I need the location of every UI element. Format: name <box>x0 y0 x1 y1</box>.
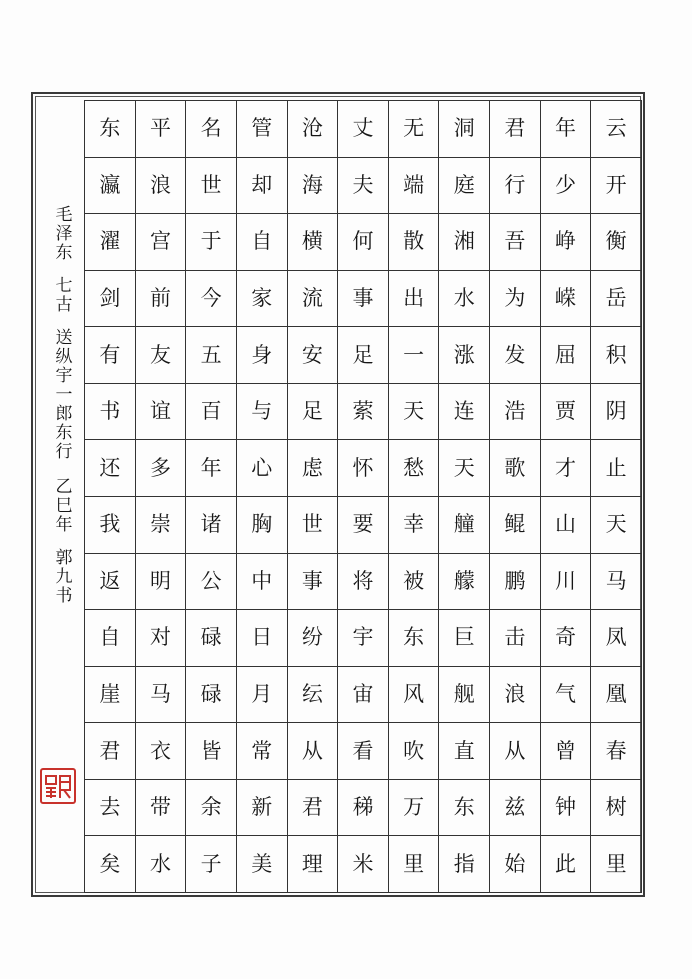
grid-cell: 散 <box>389 214 440 271</box>
grid-cell: 庭 <box>439 158 490 215</box>
grid-cell: 凰 <box>591 667 642 724</box>
grid-cell: 矣 <box>85 836 136 893</box>
grid-cell: 从 <box>490 723 541 780</box>
grid-cell: 艟 <box>439 497 490 554</box>
grid-cell: 愁 <box>389 440 440 497</box>
grid-cell: 夫 <box>338 158 389 215</box>
grid-cell: 树 <box>591 780 642 837</box>
grid-cell: 岳 <box>591 271 642 328</box>
grid-cell: 米 <box>338 836 389 893</box>
grid-cell: 年 <box>186 440 237 497</box>
grid-cell: 里 <box>389 836 440 893</box>
manuscript-grid <box>84 100 642 893</box>
grid-cell: 余 <box>186 780 237 837</box>
grid-cell: 与 <box>237 384 288 441</box>
grid-cell: 气 <box>541 667 592 724</box>
grid-cell: 浪 <box>490 667 541 724</box>
grid-cell: 东 <box>389 610 440 667</box>
grid-cell: 直 <box>439 723 490 780</box>
grid-cell: 东 <box>439 780 490 837</box>
grid-cell: 山 <box>541 497 592 554</box>
grid-cell: 子 <box>186 836 237 893</box>
grid-cell: 衣 <box>136 723 187 780</box>
grid-cell: 风 <box>389 667 440 724</box>
grid-cell: 浪 <box>136 158 187 215</box>
grid-cell: 嵘 <box>541 271 592 328</box>
grid-cell: 浩 <box>490 384 541 441</box>
grid-cell: 世 <box>186 158 237 215</box>
grid-cell: 将 <box>338 554 389 611</box>
grid-cell: 事 <box>288 554 339 611</box>
grid-cell: 崖 <box>85 667 136 724</box>
grid-cell: 舰 <box>439 667 490 724</box>
inscription-subtitle: 送纵宇一郎东行 <box>51 328 72 461</box>
inscription-date: 乙巳年 <box>51 477 72 534</box>
grid-cell: 身 <box>237 327 288 384</box>
grid-cell: 心 <box>237 440 288 497</box>
inscription-column <box>42 205 80 765</box>
grid-cell: 足 <box>288 384 339 441</box>
grid-cell: 曾 <box>541 723 592 780</box>
grid-cell: 涨 <box>439 327 490 384</box>
grid-cell: 公 <box>186 554 237 611</box>
grid-cell: 贾 <box>541 384 592 441</box>
grid-cell: 天 <box>591 497 642 554</box>
grid-cell: 峥 <box>541 214 592 271</box>
grid-cell: 何 <box>338 214 389 271</box>
grid-cell: 我 <box>85 497 136 554</box>
grid-cell: 才 <box>541 440 592 497</box>
grid-cell: 名 <box>186 101 237 158</box>
grid-cell: 美 <box>237 836 288 893</box>
grid-cell: 沧 <box>288 101 339 158</box>
grid-cell: 连 <box>439 384 490 441</box>
grid-cell: 洞 <box>439 101 490 158</box>
grid-cell: 流 <box>288 271 339 328</box>
grid-cell: 马 <box>136 667 187 724</box>
grid-cell: 瀛 <box>85 158 136 215</box>
grid-cell: 世 <box>288 497 339 554</box>
grid-cell: 被 <box>389 554 440 611</box>
grid-cell: 万 <box>389 780 440 837</box>
grid-cell: 萦 <box>338 384 389 441</box>
grid-cell: 诸 <box>186 497 237 554</box>
grid-cell: 月 <box>237 667 288 724</box>
grid-cell: 为 <box>490 271 541 328</box>
grid-cell: 凤 <box>591 610 642 667</box>
grid-cell: 歌 <box>490 440 541 497</box>
grid-cell: 有 <box>85 327 136 384</box>
grid-cell: 水 <box>439 271 490 328</box>
grid-cell: 端 <box>389 158 440 215</box>
grid-cell: 理 <box>288 836 339 893</box>
grid-cell: 积 <box>591 327 642 384</box>
grid-cell: 剑 <box>85 271 136 328</box>
grid-cell: 百 <box>186 384 237 441</box>
grid-cell: 君 <box>85 723 136 780</box>
grid-cell: 新 <box>237 780 288 837</box>
grid-cell: 里 <box>591 836 642 893</box>
grid-cell: 巨 <box>439 610 490 667</box>
grid-cell: 天 <box>389 384 440 441</box>
grid-cell: 返 <box>85 554 136 611</box>
grid-cell: 始 <box>490 836 541 893</box>
grid-cell: 明 <box>136 554 187 611</box>
grid-cell: 击 <box>490 610 541 667</box>
grid-cell: 吾 <box>490 214 541 271</box>
grid-cell: 天 <box>439 440 490 497</box>
grid-cell: 宇 <box>338 610 389 667</box>
grid-cell: 五 <box>186 327 237 384</box>
grid-cell: 虑 <box>288 440 339 497</box>
grid-cell: 鲲 <box>490 497 541 554</box>
grid-cell: 纷 <box>288 610 339 667</box>
grid-cell: 宙 <box>338 667 389 724</box>
grid-cell: 行 <box>490 158 541 215</box>
grid-cell: 自 <box>85 610 136 667</box>
grid-cell: 阴 <box>591 384 642 441</box>
grid-cell: 事 <box>338 271 389 328</box>
grid-cell: 要 <box>338 497 389 554</box>
inscription-title: 七古 <box>51 276 72 314</box>
grid-cell: 濯 <box>85 214 136 271</box>
grid-cell: 今 <box>186 271 237 328</box>
grid-cell: 皆 <box>186 723 237 780</box>
grid-cell: 川 <box>541 554 592 611</box>
grid-cell: 止 <box>591 440 642 497</box>
grid-cell: 云 <box>591 101 642 158</box>
grid-cell: 中 <box>237 554 288 611</box>
grid-cell: 湘 <box>439 214 490 271</box>
grid-cell: 艨 <box>439 554 490 611</box>
grid-cell: 发 <box>490 327 541 384</box>
grid-cell: 于 <box>186 214 237 271</box>
grid-cell: 一 <box>389 327 440 384</box>
grid-cell: 丈 <box>338 101 389 158</box>
grid-cell: 幸 <box>389 497 440 554</box>
grid-cell: 衡 <box>591 214 642 271</box>
grid-cell: 稊 <box>338 780 389 837</box>
grid-cell: 从 <box>288 723 339 780</box>
grid-cell: 君 <box>490 101 541 158</box>
grid-cell: 却 <box>237 158 288 215</box>
grid-cell: 君 <box>288 780 339 837</box>
grid-cell: 指 <box>439 836 490 893</box>
grid-cell: 年 <box>541 101 592 158</box>
grid-cell: 水 <box>136 836 187 893</box>
grid-cell: 崇 <box>136 497 187 554</box>
grid-cell: 海 <box>288 158 339 215</box>
grid-cell: 奇 <box>541 610 592 667</box>
grid-cell: 去 <box>85 780 136 837</box>
grid-cell: 宫 <box>136 214 187 271</box>
grid-cell: 钟 <box>541 780 592 837</box>
grid-cell: 怀 <box>338 440 389 497</box>
inscription-signature: 郭九书 <box>51 548 72 605</box>
grid-cell: 足 <box>338 327 389 384</box>
grid-cell: 家 <box>237 271 288 328</box>
grid-cell: 碌 <box>186 667 237 724</box>
grid-cell: 自 <box>237 214 288 271</box>
inscription-author: 毛泽东 <box>51 205 72 262</box>
grid-cell: 屈 <box>541 327 592 384</box>
grid-cell: 友 <box>136 327 187 384</box>
grid-cell: 马 <box>591 554 642 611</box>
grid-cell: 日 <box>237 610 288 667</box>
grid-cell: 带 <box>136 780 187 837</box>
grid-cell: 无 <box>389 101 440 158</box>
grid-cell: 谊 <box>136 384 187 441</box>
grid-cell: 出 <box>389 271 440 328</box>
grid-cell: 平 <box>136 101 187 158</box>
grid-cell: 胸 <box>237 497 288 554</box>
grid-cell: 还 <box>85 440 136 497</box>
grid-cell: 书 <box>85 384 136 441</box>
grid-cell: 兹 <box>490 780 541 837</box>
grid-cell: 纭 <box>288 667 339 724</box>
grid-cell: 对 <box>136 610 187 667</box>
grid-cell: 管 <box>237 101 288 158</box>
grid-cell: 此 <box>541 836 592 893</box>
grid-cell: 横 <box>288 214 339 271</box>
grid-cell: 看 <box>338 723 389 780</box>
grid-cell: 碌 <box>186 610 237 667</box>
grid-cell: 少 <box>541 158 592 215</box>
grid-cell: 东 <box>85 101 136 158</box>
grid-cell: 安 <box>288 327 339 384</box>
grid-cell: 鹏 <box>490 554 541 611</box>
red-seal-stamp <box>40 768 76 804</box>
grid-cell: 多 <box>136 440 187 497</box>
grid-cell: 吹 <box>389 723 440 780</box>
grid-cell: 常 <box>237 723 288 780</box>
grid-cell: 春 <box>591 723 642 780</box>
seal-glyph-icon <box>42 770 74 802</box>
grid-cell: 开 <box>591 158 642 215</box>
grid-cell: 前 <box>136 271 187 328</box>
